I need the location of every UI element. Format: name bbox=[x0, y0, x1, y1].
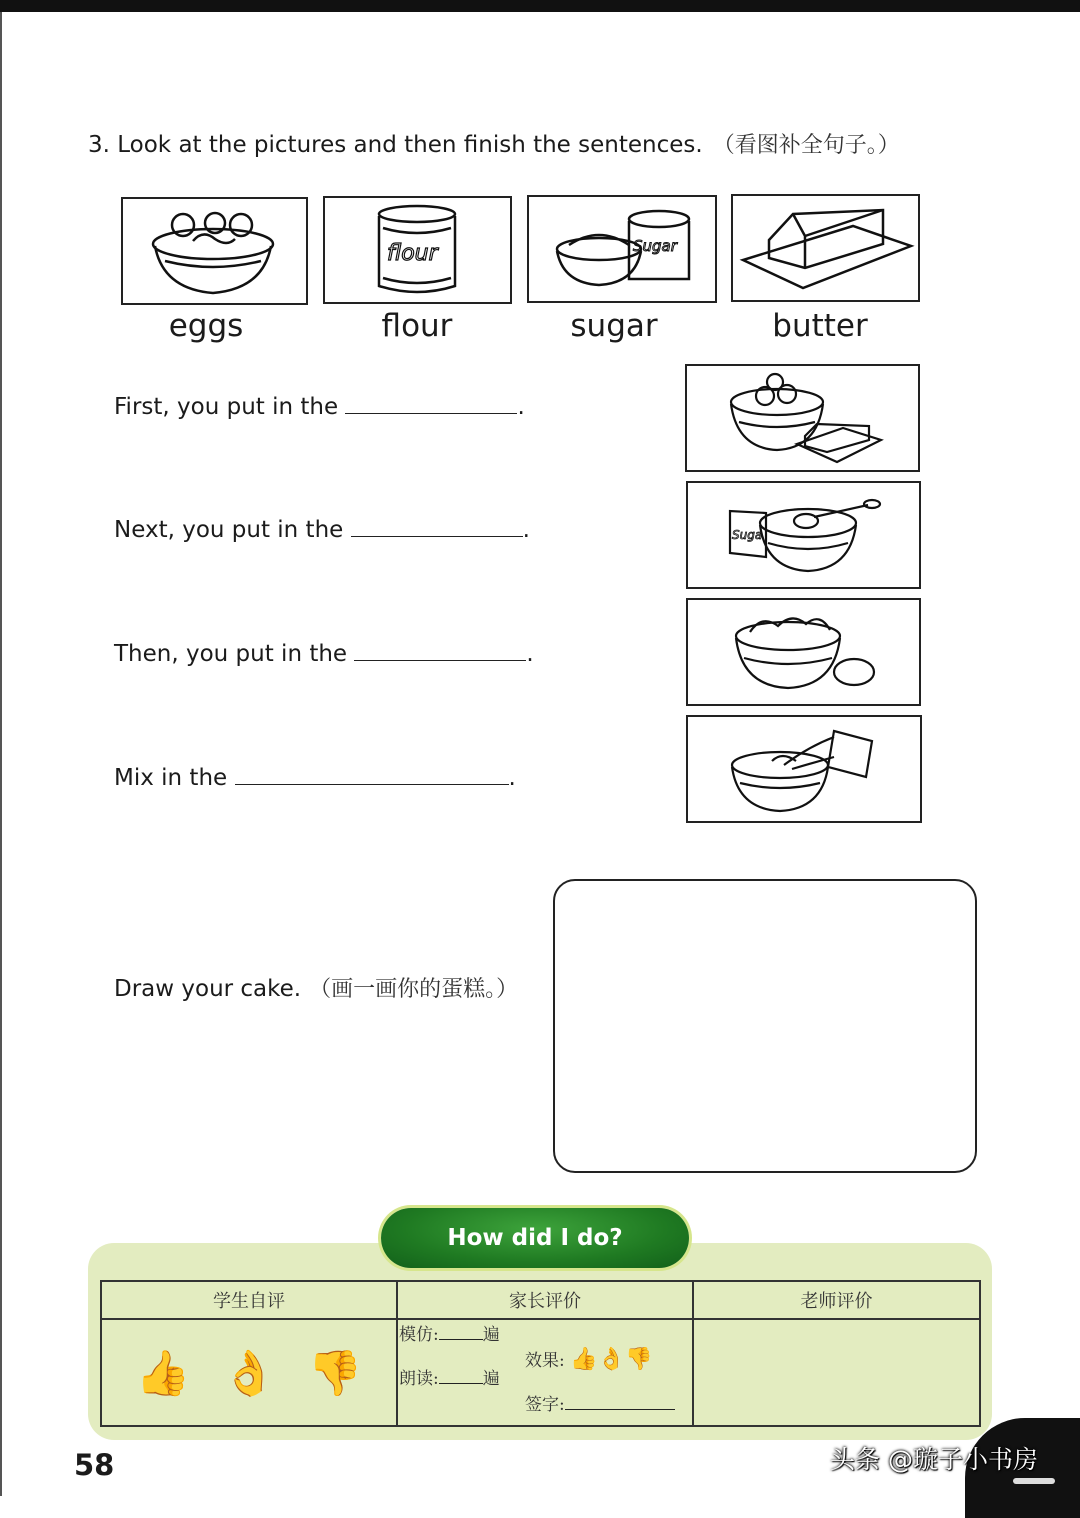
effect-label: 效果: bbox=[525, 1351, 565, 1371]
sentence-text: First, you put in the bbox=[114, 394, 339, 420]
ingredient-label-flour: flour bbox=[381, 308, 453, 344]
ok-hand-icon[interactable]: 👌 bbox=[221, 1347, 277, 1399]
step-picture-mixed-bowl-egg bbox=[686, 598, 921, 706]
sentence-then bbox=[114, 640, 534, 667]
svg-text:Suga: Suga bbox=[732, 528, 763, 542]
times-label: 遍 bbox=[482, 1369, 500, 1389]
sentence-end: . bbox=[517, 394, 525, 420]
instruction-text: 3. Look at the pictures and then finish the sentences. bbox=[88, 132, 703, 158]
thumbs-down-icon[interactable]: 👎 bbox=[624, 1347, 653, 1372]
thumbs-up-icon[interactable]: 👍 bbox=[570, 1347, 598, 1372]
svg-text:Sugar: Sugar bbox=[633, 237, 677, 255]
imitate-blank[interactable] bbox=[439, 1325, 483, 1340]
eggs-in-bowl-icon bbox=[121, 197, 308, 305]
ok-hand-icon[interactable]: 👌 bbox=[597, 1347, 625, 1372]
drawing-area[interactable] bbox=[553, 879, 977, 1173]
sentence-mix bbox=[114, 764, 516, 791]
watermark: 头条 @璇子小书房 bbox=[830, 1445, 1038, 1474]
teacher-eval-cell[interactable] bbox=[693, 1319, 980, 1426]
header-teacher: 老师评价 bbox=[693, 1281, 980, 1319]
instruction-text-cn: （看图补全句子。） bbox=[712, 133, 900, 158]
sign-label: 签字: bbox=[525, 1395, 565, 1415]
svg-text:flour: flour bbox=[387, 241, 438, 266]
draw-label-text: Draw your cake. bbox=[114, 976, 302, 1002]
ingredient-label-sugar: sugar bbox=[570, 308, 658, 344]
sentence-end: . bbox=[522, 517, 530, 543]
times-label: 遍 bbox=[482, 1325, 500, 1345]
step-picture-sugar-bowl-spoon bbox=[686, 481, 921, 589]
thumbs-down-icon[interactable]: 👎 bbox=[307, 1347, 363, 1399]
step-picture-bowl-butter bbox=[685, 364, 920, 472]
draw-label-text-cn: （画一画你的蛋糕。） bbox=[309, 977, 519, 1002]
step-picture-pouring-flour bbox=[686, 715, 922, 823]
flour-bag-icon bbox=[323, 196, 512, 304]
exercise-instruction bbox=[88, 128, 900, 159]
top-bar bbox=[0, 0, 1080, 12]
sentence-next bbox=[114, 516, 530, 543]
sentence-end: . bbox=[508, 765, 516, 791]
sentence-text: Then, you put in the bbox=[114, 641, 348, 667]
sentence-first bbox=[114, 393, 525, 420]
read-row bbox=[399, 1364, 500, 1389]
effect-row bbox=[525, 1346, 652, 1372]
menu-bar-icon[interactable] bbox=[1013, 1478, 1055, 1484]
sentence-text: Mix in the bbox=[114, 765, 228, 791]
sugar-bowl-icon bbox=[527, 195, 717, 303]
read-label: 朗读: bbox=[399, 1369, 439, 1389]
answer-blank[interactable] bbox=[351, 516, 523, 537]
page-edge bbox=[0, 12, 2, 1496]
butter-block-icon bbox=[731, 194, 920, 302]
ingredient-label-eggs: eggs bbox=[168, 308, 244, 344]
answer-blank[interactable] bbox=[235, 764, 509, 785]
sign-blank[interactable] bbox=[565, 1395, 675, 1410]
student-self-eval-cell bbox=[101, 1319, 397, 1426]
sentence-end: . bbox=[526, 641, 534, 667]
header-student: 学生自评 bbox=[101, 1281, 397, 1319]
imitate-row bbox=[399, 1320, 500, 1345]
thumbs-up-icon[interactable]: 👍 bbox=[135, 1347, 191, 1399]
evaluation-title: How did I do? bbox=[381, 1208, 689, 1268]
header-parent: 家长评价 bbox=[397, 1281, 693, 1319]
ingredient-label-butter: butter bbox=[772, 308, 868, 344]
sign-row bbox=[525, 1390, 675, 1415]
draw-instruction bbox=[114, 972, 518, 1003]
read-blank[interactable] bbox=[439, 1369, 483, 1384]
imitate-label: 模仿: bbox=[399, 1325, 439, 1345]
answer-blank[interactable] bbox=[345, 393, 517, 414]
page-number: 58 bbox=[74, 1448, 115, 1482]
answer-blank[interactable] bbox=[354, 640, 526, 661]
sentence-text: Next, you put in the bbox=[114, 517, 344, 543]
